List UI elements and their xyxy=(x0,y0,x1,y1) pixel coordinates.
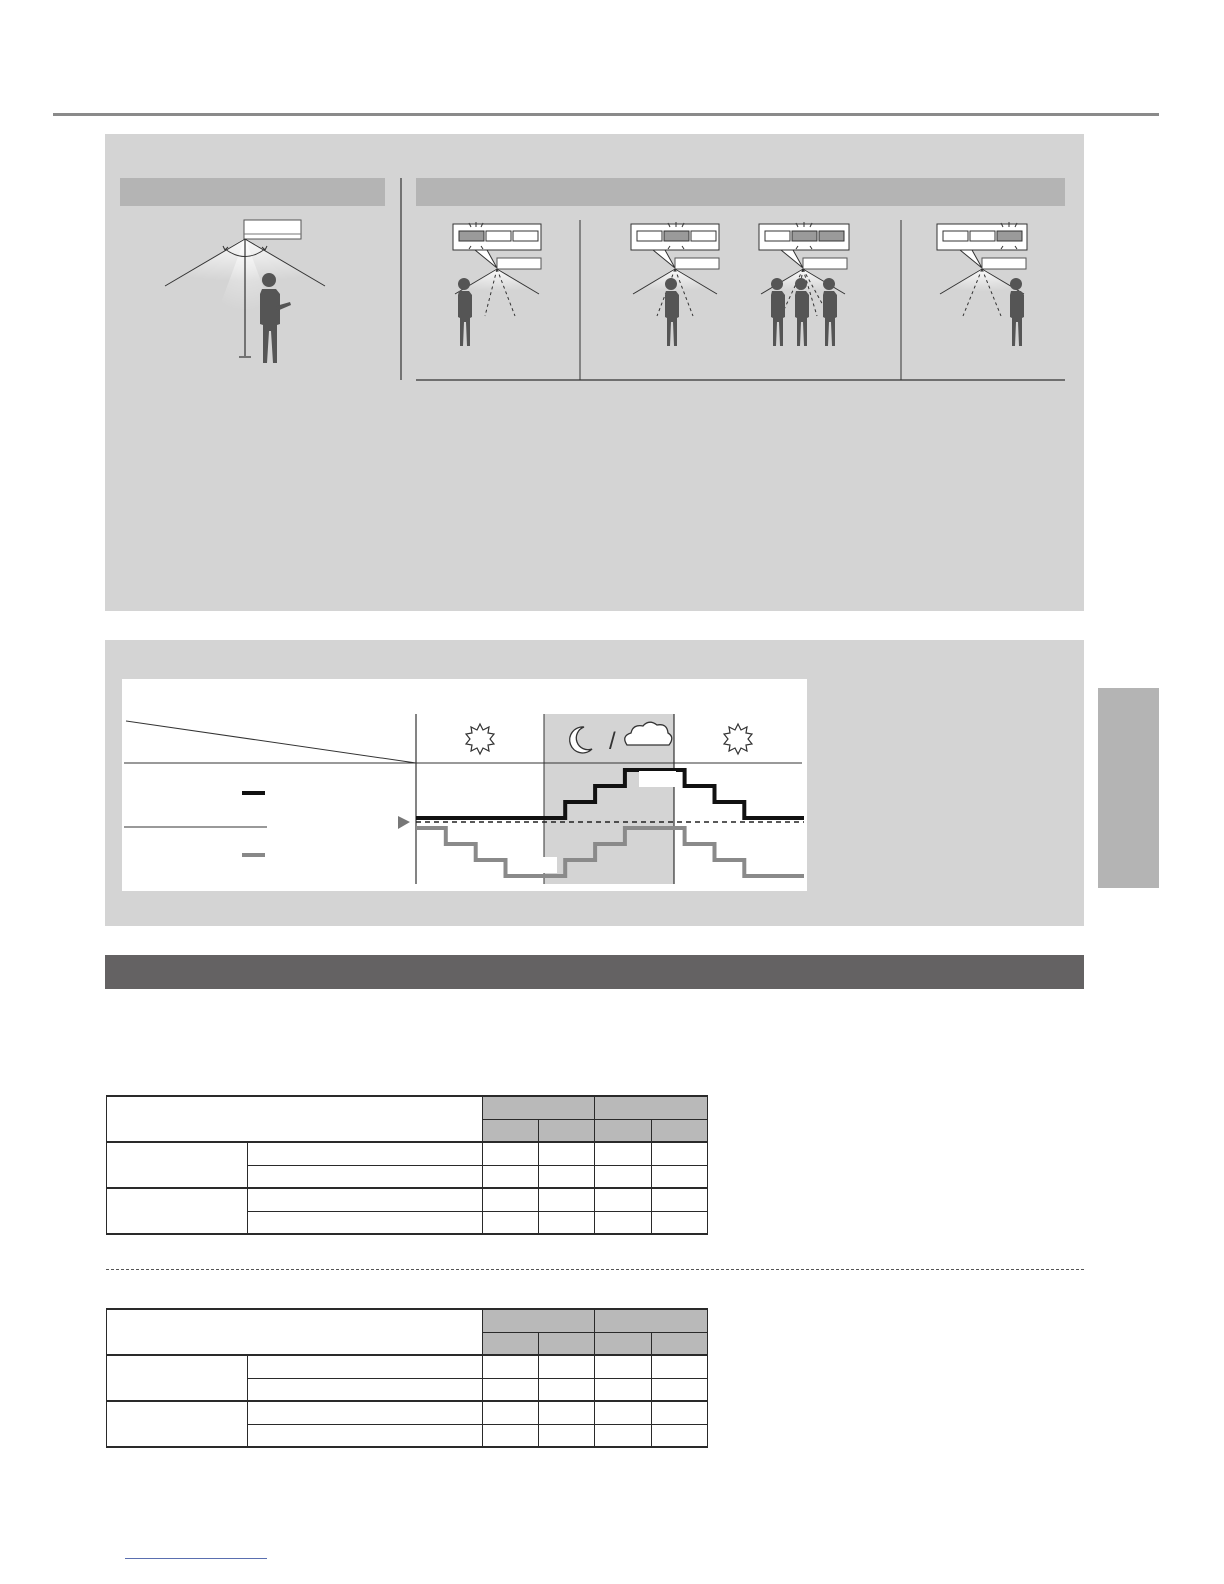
air-conditioner-icon xyxy=(244,220,301,239)
day-night-separator: / xyxy=(609,728,616,755)
indicator-lamp-icon xyxy=(792,231,817,241)
table-2-subheader xyxy=(482,1332,538,1355)
table-2-subheader xyxy=(539,1332,595,1355)
indicator-lamp-icon xyxy=(459,231,484,241)
table-2-cell xyxy=(651,1378,707,1401)
table-1-cell xyxy=(539,1165,595,1188)
table-2-cell xyxy=(539,1378,595,1401)
spec-table-2 xyxy=(106,1308,708,1448)
spec-table-1 xyxy=(106,1095,708,1235)
table-1-group-header xyxy=(595,1096,708,1119)
section-heading-bar xyxy=(105,955,1084,989)
table-2-cell xyxy=(539,1355,595,1378)
table-2-cell xyxy=(651,1424,707,1447)
table-2-cell xyxy=(651,1355,707,1378)
table-1-corner xyxy=(107,1096,483,1142)
table-2-cell xyxy=(482,1401,538,1424)
table-1-cell xyxy=(595,1142,651,1165)
table-1-cell xyxy=(482,1211,538,1234)
table-2-row-label xyxy=(248,1378,483,1401)
table-1-subheader xyxy=(651,1119,707,1142)
table-1-cell xyxy=(651,1188,707,1211)
table-2-row-group xyxy=(107,1401,248,1447)
side-tab[interactable] xyxy=(1098,688,1159,888)
table-2-cell xyxy=(482,1424,538,1447)
footer-link-underline[interactable] xyxy=(125,1558,267,1559)
table-1-cell xyxy=(539,1142,595,1165)
table-2-cell xyxy=(595,1378,651,1401)
person-icon xyxy=(1010,278,1024,346)
indicator-lamp-icon xyxy=(997,231,1022,241)
table-2-group-header xyxy=(482,1309,595,1332)
table-2-cell xyxy=(539,1424,595,1447)
table-2-cell xyxy=(482,1355,538,1378)
day-night-chart xyxy=(122,679,807,891)
table-1-row-label xyxy=(248,1211,483,1234)
indicator-scene-right xyxy=(937,222,1027,346)
table-1-row-group xyxy=(107,1142,248,1188)
table-2-corner xyxy=(107,1309,483,1355)
table-2-subheader xyxy=(651,1332,707,1355)
table-2-group-header xyxy=(595,1309,708,1332)
table-2-cell xyxy=(482,1378,538,1401)
table-2-cell xyxy=(651,1401,707,1424)
table-1-cell xyxy=(651,1165,707,1188)
table-2-cell xyxy=(595,1355,651,1378)
series-2-label-box xyxy=(519,857,557,873)
table-1-cell xyxy=(595,1211,651,1234)
table-2-row-group xyxy=(107,1355,248,1401)
sensor-coverage-illustration xyxy=(105,134,1084,611)
indicator-scene-center xyxy=(631,222,719,346)
table-1-subheader xyxy=(482,1119,538,1142)
table-1-cell xyxy=(539,1188,595,1211)
table-1-cell xyxy=(595,1165,651,1188)
table-2-row-label xyxy=(248,1424,483,1447)
person-icon xyxy=(260,273,291,363)
table-1-row-label xyxy=(248,1165,483,1188)
table-1-cell xyxy=(539,1211,595,1234)
table-2-row-label xyxy=(248,1401,483,1424)
table-1-group-header xyxy=(482,1096,595,1119)
table-1-subheader xyxy=(595,1119,651,1142)
table-2-cell xyxy=(595,1424,651,1447)
table-1-cell xyxy=(595,1188,651,1211)
dashed-divider xyxy=(106,1269,1084,1270)
table-1-row-group xyxy=(107,1188,248,1234)
series-1-label-box xyxy=(639,771,676,787)
table-2-row-label xyxy=(248,1355,483,1378)
table-1-cell xyxy=(651,1142,707,1165)
table-2-subheader xyxy=(595,1332,651,1355)
indicator-lamp-icon xyxy=(664,231,689,241)
table-1-cell xyxy=(482,1165,538,1188)
table-2-cell xyxy=(595,1401,651,1424)
detection-range-diagram xyxy=(165,220,325,363)
day-night-panel xyxy=(105,640,1084,926)
table-1-cell xyxy=(651,1211,707,1234)
indicator-scene-group xyxy=(759,222,849,346)
table-1-subheader xyxy=(539,1119,595,1142)
table-1-cell xyxy=(482,1188,538,1211)
indicator-scene-left xyxy=(453,222,541,346)
sensor-coverage-panel xyxy=(105,134,1084,611)
table-1-row-label xyxy=(248,1188,483,1211)
table-1-row-label xyxy=(248,1142,483,1165)
header-rule xyxy=(53,113,1159,116)
table-1-cell xyxy=(482,1142,538,1165)
table-2-cell xyxy=(539,1401,595,1424)
